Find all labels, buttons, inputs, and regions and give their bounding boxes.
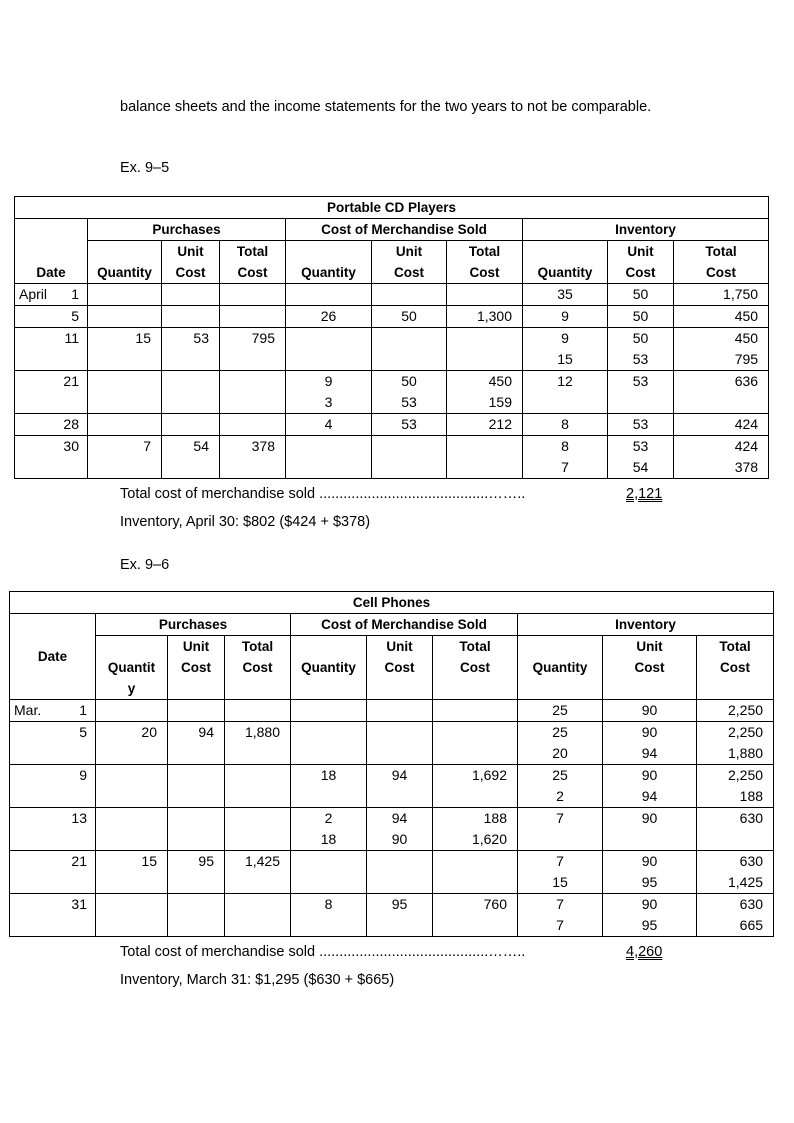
purchase-total-cost-cell xyxy=(220,371,286,414)
table-row xyxy=(10,894,774,937)
inventory-unit-cost-cell: 90 94 xyxy=(603,765,697,808)
purchase-unit-cost-cell xyxy=(168,808,225,851)
cogs-header: Cost of Merchandise Sold xyxy=(291,614,518,636)
inventory-table-cd-players xyxy=(14,196,769,479)
table-row xyxy=(15,284,769,306)
inventory-quantity-cell: 8 7 xyxy=(523,436,608,479)
inventory-unit-cost-cell: 53 xyxy=(608,414,674,436)
table-row xyxy=(15,436,769,479)
table-row xyxy=(15,371,769,414)
purchase-quantity-cell: 20 xyxy=(96,722,168,765)
inventory-total-cost-cell: 2,250 1,880 xyxy=(697,722,774,765)
purchase-quantity-cell xyxy=(96,700,168,722)
cogs-total-cost-cell xyxy=(447,328,523,371)
inventory-quantity-cell: 12 xyxy=(523,371,608,414)
purchases-header: Purchases xyxy=(88,219,286,241)
inventory-total-cost-cell: 2,250 188 xyxy=(697,765,774,808)
purchase-quantity-cell: 15 xyxy=(96,851,168,894)
date-cell: 28 xyxy=(15,414,88,436)
inventory-quantity-cell: 25 20 xyxy=(518,722,603,765)
cogs-quantity-cell xyxy=(291,851,367,894)
cogs-total-cost-cell: 760 xyxy=(433,894,518,937)
inventory-total-cost-cell: 630 665 xyxy=(697,894,774,937)
purchases-header: Purchases xyxy=(96,614,291,636)
table-row xyxy=(10,765,774,808)
inventory-unit-cost-cell: 90 95 xyxy=(603,894,697,937)
inventory-total-cost-cell: 630 xyxy=(697,808,774,851)
cogs-quantity-cell: 9 3 xyxy=(286,371,372,414)
cogs-unit-cost-cell: 50 53 xyxy=(372,371,447,414)
inventory-total-cost-cell: 1,750 xyxy=(674,284,769,306)
inventory-total-cost-cell: 636 xyxy=(674,371,769,414)
inventory-quantity-cell: 35 xyxy=(523,284,608,306)
date-cell: 5 xyxy=(15,306,88,328)
cogs-quantity-cell xyxy=(291,722,367,765)
unit-cost-header: Unit Cost xyxy=(367,636,433,700)
purchase-quantity-cell: 7 xyxy=(88,436,162,479)
purchase-unit-cost-cell: 94 xyxy=(168,722,225,765)
table-row xyxy=(15,306,769,328)
purchase-unit-cost-cell: 54 xyxy=(162,436,220,479)
purchase-unit-cost-cell xyxy=(168,700,225,722)
inventory-unit-cost-cell: 90 95 xyxy=(603,851,697,894)
inventory-total-cost-cell: 424 378 xyxy=(674,436,769,479)
purchase-quantity-cell xyxy=(88,306,162,328)
purchase-quantity-cell xyxy=(96,808,168,851)
inventory-total-cost-cell: 450 795 xyxy=(674,328,769,371)
purchase-total-cost-cell: 378 xyxy=(220,436,286,479)
unit-cost-header: Unit Cost xyxy=(603,636,697,700)
cogs-total-cost-cell xyxy=(447,284,523,306)
purchase-unit-cost-cell xyxy=(168,765,225,808)
table-row xyxy=(15,414,769,436)
purchase-quantity-cell xyxy=(88,371,162,414)
purchase-total-cost-cell xyxy=(225,765,291,808)
cogs-total-cost-cell: 1,300 xyxy=(447,306,523,328)
table-row xyxy=(10,808,774,851)
quantity-header: Quantity xyxy=(518,636,603,700)
date-cell: Mar. 1 xyxy=(10,700,96,722)
cogs-total-cost-cell xyxy=(433,851,518,894)
cogs-unit-cost-cell xyxy=(372,436,447,479)
inventory-quantity-cell: 8 xyxy=(523,414,608,436)
cogs-unit-cost-cell: 50 xyxy=(372,306,447,328)
cogs-total-cost-cell xyxy=(433,722,518,765)
cogs-quantity-cell: 4 xyxy=(286,414,372,436)
table-row xyxy=(10,700,774,722)
exercise-title-9-6: Ex. 9–6 xyxy=(120,557,170,573)
intro-paragraph: balance sheets and the income statements for the two years to not be comparable. xyxy=(120,99,652,115)
purchase-total-cost-cell xyxy=(225,894,291,937)
exercise-title-9-5: Ex. 9–5 xyxy=(120,160,170,176)
total-cogs-label: Total cost of merchandise sold ..........................................…….. xyxy=(120,944,526,960)
table-row xyxy=(10,722,774,765)
cogs-total-cost-cell: 1,692 xyxy=(433,765,518,808)
quantity-header: Quantit y xyxy=(96,636,168,700)
cogs-quantity-cell: 26 xyxy=(286,306,372,328)
cogs-unit-cost-cell xyxy=(367,851,433,894)
cogs-unit-cost-cell xyxy=(372,284,447,306)
purchase-total-cost-cell xyxy=(225,700,291,722)
total-cogs-value: 4,260 xyxy=(626,944,663,960)
inventory-unit-cost-cell: 90 94 xyxy=(603,722,697,765)
total-cost-header: Total Cost xyxy=(220,241,286,284)
date-cell: 30 xyxy=(15,436,88,479)
cogs-unit-cost-cell: 95 xyxy=(367,894,433,937)
purchase-quantity-cell xyxy=(96,894,168,937)
cogs-unit-cost-cell: 94 xyxy=(367,765,433,808)
total-cost-header: Total Cost xyxy=(225,636,291,700)
quantity-header: Quantity xyxy=(291,636,367,700)
purchase-total-cost-cell xyxy=(220,284,286,306)
inventory-header: Inventory xyxy=(523,219,769,241)
inventory-total-cost-cell: 450 xyxy=(674,306,769,328)
inventory-unit-cost-cell: 50 xyxy=(608,284,674,306)
unit-cost-header: Unit Cost xyxy=(168,636,225,700)
quantity-header: Quantity xyxy=(286,241,372,284)
purchase-quantity-cell xyxy=(96,765,168,808)
purchase-total-cost-cell xyxy=(225,808,291,851)
inventory-total-cost-cell: 2,250 xyxy=(697,700,774,722)
inventory-quantity-cell: 9 xyxy=(523,306,608,328)
inventory-unit-cost-cell: 50 xyxy=(608,306,674,328)
purchase-quantity-cell xyxy=(88,414,162,436)
total-cost-header: Total Cost xyxy=(697,636,774,700)
date-cell: 11 xyxy=(15,328,88,371)
inventory-quantity-cell: 9 15 xyxy=(523,328,608,371)
unit-cost-header: Unit Cost xyxy=(162,241,220,284)
total-cogs-label: Total cost of merchandise sold ..........................................…….. xyxy=(120,486,526,502)
date-cell: 13 xyxy=(10,808,96,851)
purchase-total-cost-cell xyxy=(220,306,286,328)
cogs-unit-cost-cell: 53 xyxy=(372,414,447,436)
purchase-unit-cost-cell xyxy=(162,306,220,328)
cogs-quantity-cell: 8 xyxy=(291,894,367,937)
inventory-header: Inventory xyxy=(518,614,774,636)
cogs-quantity-cell xyxy=(286,284,372,306)
inventory-quantity-cell: 25 2 xyxy=(518,765,603,808)
date-header: Date xyxy=(15,219,88,284)
unit-cost-header: Unit Cost xyxy=(372,241,447,284)
cogs-quantity-cell: 2 18 xyxy=(291,808,367,851)
cogs-quantity-cell xyxy=(286,436,372,479)
inventory-table-cell-phones xyxy=(9,591,774,937)
inventory-unit-cost-cell: 53 xyxy=(608,371,674,414)
cogs-total-cost-cell: 212 xyxy=(447,414,523,436)
purchase-unit-cost-cell: 95 xyxy=(168,851,225,894)
purchase-quantity-cell xyxy=(88,284,162,306)
total-cogs-value: 2,121 xyxy=(626,486,663,502)
date-cell: 21 xyxy=(15,371,88,414)
unit-cost-header: Unit Cost xyxy=(608,241,674,284)
cogs-total-cost-cell xyxy=(433,700,518,722)
inventory-total-cost-cell: 630 1,425 xyxy=(697,851,774,894)
inventory-quantity-cell: 7 7 xyxy=(518,894,603,937)
cogs-quantity-cell xyxy=(286,328,372,371)
purchase-total-cost-cell xyxy=(220,414,286,436)
product-title: Cell Phones xyxy=(10,592,774,614)
inventory-unit-cost-cell: 53 54 xyxy=(608,436,674,479)
inventory-total-cost-cell: 424 xyxy=(674,414,769,436)
cogs-unit-cost-cell xyxy=(372,328,447,371)
purchase-unit-cost-cell xyxy=(168,894,225,937)
total-cost-header: Total Cost xyxy=(674,241,769,284)
ending-inventory-line: Inventory, March 31: $1,295 ($630 + $665) xyxy=(120,972,395,988)
inventory-quantity-cell: 7 15 xyxy=(518,851,603,894)
product-title: Portable CD Players xyxy=(15,197,769,219)
inventory-quantity-cell: 25 xyxy=(518,700,603,722)
inventory-unit-cost-cell: 90 xyxy=(603,808,697,851)
cogs-total-cost-cell: 450 159 xyxy=(447,371,523,414)
purchase-unit-cost-cell: 53 xyxy=(162,328,220,371)
inventory-quantity-cell: 7 xyxy=(518,808,603,851)
purchase-total-cost-cell: 1,425 xyxy=(225,851,291,894)
quantity-header: Quantity xyxy=(523,241,608,284)
cogs-total-cost-cell: 188 1,620 xyxy=(433,808,518,851)
total-cost-header: Total Cost xyxy=(433,636,518,700)
date-cell: 5 xyxy=(10,722,96,765)
cogs-quantity-cell xyxy=(291,700,367,722)
date-cell: 21 xyxy=(10,851,96,894)
cogs-unit-cost-cell xyxy=(367,722,433,765)
cogs-total-cost-cell xyxy=(447,436,523,479)
date-cell: April 1 xyxy=(15,284,88,306)
cogs-unit-cost-cell: 94 90 xyxy=(367,808,433,851)
cogs-header: Cost of Merchandise Sold xyxy=(286,219,523,241)
inventory-unit-cost-cell: 50 53 xyxy=(608,328,674,371)
date-cell: 31 xyxy=(10,894,96,937)
table-row xyxy=(10,851,774,894)
date-header: Date xyxy=(10,614,96,700)
purchase-unit-cost-cell xyxy=(162,284,220,306)
cogs-quantity-cell: 18 xyxy=(291,765,367,808)
purchase-total-cost-cell: 1,880 xyxy=(225,722,291,765)
purchase-unit-cost-cell xyxy=(162,371,220,414)
purchase-quantity-cell: 15 xyxy=(88,328,162,371)
purchase-total-cost-cell: 795 xyxy=(220,328,286,371)
date-cell: 9 xyxy=(10,765,96,808)
cogs-unit-cost-cell xyxy=(367,700,433,722)
total-cost-header: Total Cost xyxy=(447,241,523,284)
quantity-header: Quantity xyxy=(88,241,162,284)
table-row xyxy=(15,328,769,371)
purchase-unit-cost-cell xyxy=(162,414,220,436)
ending-inventory-line: Inventory, April 30: $802 ($424 + $378) xyxy=(120,514,371,530)
inventory-unit-cost-cell: 90 xyxy=(603,700,697,722)
